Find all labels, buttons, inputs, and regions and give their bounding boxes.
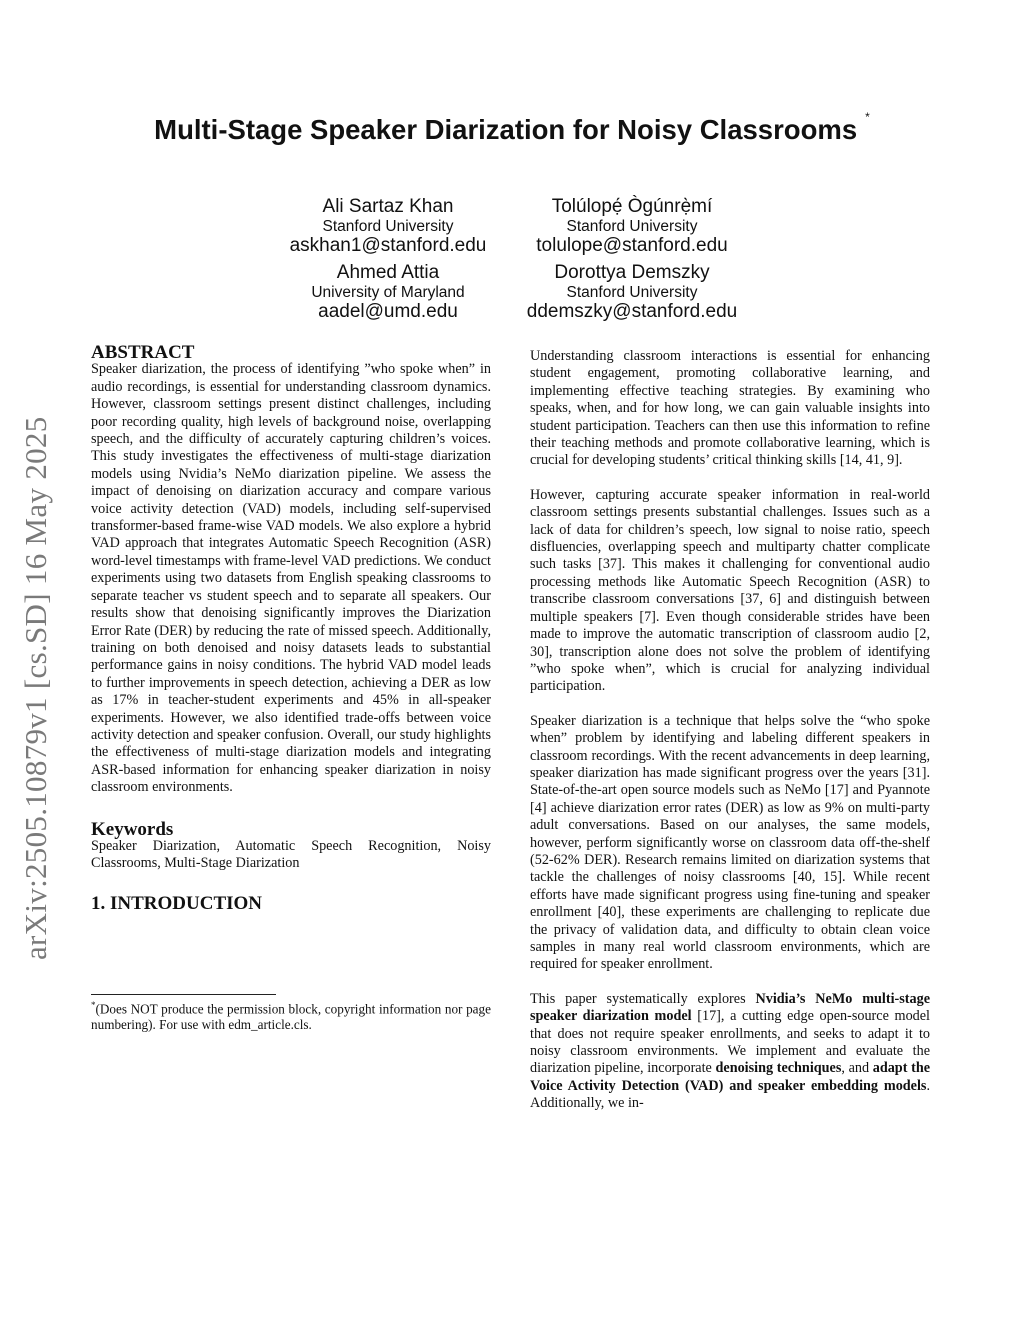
title-text: Multi-Stage Speaker Diarization for Noisy Classrooms bbox=[154, 114, 858, 145]
footnote-divider bbox=[91, 994, 276, 995]
author-affiliation: University of Maryland bbox=[311, 284, 465, 301]
introduction-heading: 1. INTRODUCTION bbox=[91, 892, 263, 914]
author-block-2 bbox=[502, 196, 762, 257]
author-email: askhan1@stanford.edu bbox=[289, 235, 487, 256]
p4-bold-nemo: Nvidia’s NeMo multi-stage speaker diarization model bbox=[530, 990, 930, 1025]
author-email: ddemszky@stanford.edu bbox=[526, 301, 738, 322]
p4-text-e: , and bbox=[841, 1060, 873, 1077]
keywords-heading: Keywords bbox=[91, 818, 174, 840]
intro-paragraph-1: Understanding classroom interactions is essential for enhancing student engagement, promoting collaborative learning, and implementing effective teaching strategies. By examining who speaks, when, and for how long, we can gain valuable insights into student participation. Teachers can then use this information to refine their teaching methods and promote collaborative learning, which is crucial for developing students’ critical thinking skills [14, 41, 9]. bbox=[530, 348, 930, 469]
author-email: tolulope@stanford.edu bbox=[536, 235, 728, 256]
right-column bbox=[530, 348, 930, 1113]
author-name: Dorottya Demszky bbox=[554, 262, 710, 283]
intro-paragraph-4 bbox=[530, 991, 930, 1113]
arxiv-identifier: arXiv:2505.10879v1 [cs.SD] 16 May 2025 bbox=[18, 416, 53, 960]
p4-text-c: [17], a cutting edge open-source model that does not require speaker enrollments, and seeks to adapt it to noisy classroom environments. We implement and evaluate the diarization pipeline, incorporate bbox=[530, 1008, 930, 1077]
p4-text-a: This paper systematically explores bbox=[530, 990, 756, 1007]
footnote-mark: * bbox=[91, 1000, 96, 1010]
author-block-4 bbox=[502, 262, 762, 323]
abstract-text: Speaker diarization, the process of identifying ”who spoke when” in audio recordings, is essential for understanding classroom dynamics. However, classroom settings present distinct challenges, including poor recording quality, high levels of background noise, overlapping speech, and the difficulty of accurately capturing children’s voices. This study investigates the effectiveness of multi-stage diarization models using Nvidia’s NeMo diarization pipeline. We assess the impact of denoising on diarization accuracy and compare various voice activity detection (VAD) models, including self-supervised transformer-based frame-wise VAD models. We also explore a hybrid VAD approach that integrates Automatic Speech Recognition (ASR) word-level timestamps with frame-level VAD predictions. We conduct experiments using two datasets from English speaking classrooms to separate teacher vs student speech and to separate all speakers. Our results show that denoising significantly improves the Diarization Error Rate (DER) by reducing the rate of missed speech. Additionally, training on both denoised and noisy datasets leads to substantial performance gains in noisy conditions. The hybrid VAD model leads to further improvements in speech detection, achieving a DER as low as 17% in teacher-student experiments and 45% in all-speaker experiments. However, we also identified trade-offs between voice activity detection and speaker confusion. Overall, our study highlights the effectiveness of multi-stage diarization models and integrating ASR-based information for enhancing speaker diarization in noisy classroom environments. bbox=[91, 361, 491, 796]
p4-bold-denoising: denoising techniques bbox=[715, 1060, 842, 1077]
author-block-3 bbox=[258, 262, 518, 323]
keywords-text: Speaker Diarization, Automatic Speech Recognition, Noisy Classrooms, Multi-Stage Diarization bbox=[91, 837, 491, 872]
intro-paragraph-2: However, capturing accurate speaker information in real-world classroom settings presents substantial challenges. Issues such as a lack of data for children’s speech, low signal to noise ratio, speech disfluencies, overlapping speech and multiparty chatter complicate such tasks [37]. This makes it challenging for conventional audio processing methods like Automatic Speech Recognition (ASR) to transcribe classroom conversations [37, 6] and distinguish between multiple speakers [7]. Even though considerable strides have been made to improve the automatic transcription of classroom audio [2, 30], transcription alone does not solve the problem of identifying ”who spoke when”, which is crucial for analyzing individual participation. bbox=[530, 486, 930, 695]
author-affiliation: Stanford University bbox=[566, 218, 698, 235]
author-affiliation: Stanford University bbox=[322, 218, 454, 235]
author-name: Ali Sartaz Khan bbox=[322, 196, 454, 217]
p4-text-g: . Additionally, we in- bbox=[530, 1077, 930, 1112]
author-email: aadel@umd.edu bbox=[318, 301, 458, 322]
paper-title bbox=[0, 109, 1024, 146]
author-name: Ahmed Attia bbox=[336, 262, 440, 283]
p4-bold-vad: adapt the Voice Activity Detection (VAD) and speaker embedding models bbox=[530, 1060, 931, 1094]
author-name: Tolúlopẹ́ Ògúnrẹ̀mí bbox=[551, 196, 713, 217]
author-affiliation: Stanford University bbox=[566, 284, 698, 301]
left-column bbox=[91, 344, 491, 912]
footnote-text: (Does NOT produce the permission block, copyright information nor page numbering). For use with edm_article.cls. bbox=[91, 1001, 491, 1033]
abstract-heading: ABSTRACT bbox=[91, 342, 195, 363]
title-footnote-mark: * bbox=[865, 109, 870, 124]
intro-paragraph-3: Speaker diarization is a technique that helps solve the “who spoke when” problem by identifying and labeling different speakers in classroom recordings. With the recent advancements in deep learning, speaker diarization has made significant progress over the years [31]. State-of-the-art open source models such as NeMo [17] and Pyannote [4] achieve diarization error rates (DER) as low as 9% on multi-party adult conversations. Based on our analyses, the same models, however, perform significantly worse on classroom data off-the-shelf (52-62% DER). Research remains limited on diarization systems that tackle the challenges of noisy classrooms [40, 15]. While recent efforts have made significant progress using fine-tuning and speaker enrollment [40], these experiments are challenging to replicate due the privacy of validation data, and difficulty to obtain clean voice samples in many real world classroom environments, which are required for speaker enrollment. bbox=[530, 712, 930, 973]
footnote bbox=[91, 997, 491, 1033]
author-block-1 bbox=[258, 196, 518, 257]
